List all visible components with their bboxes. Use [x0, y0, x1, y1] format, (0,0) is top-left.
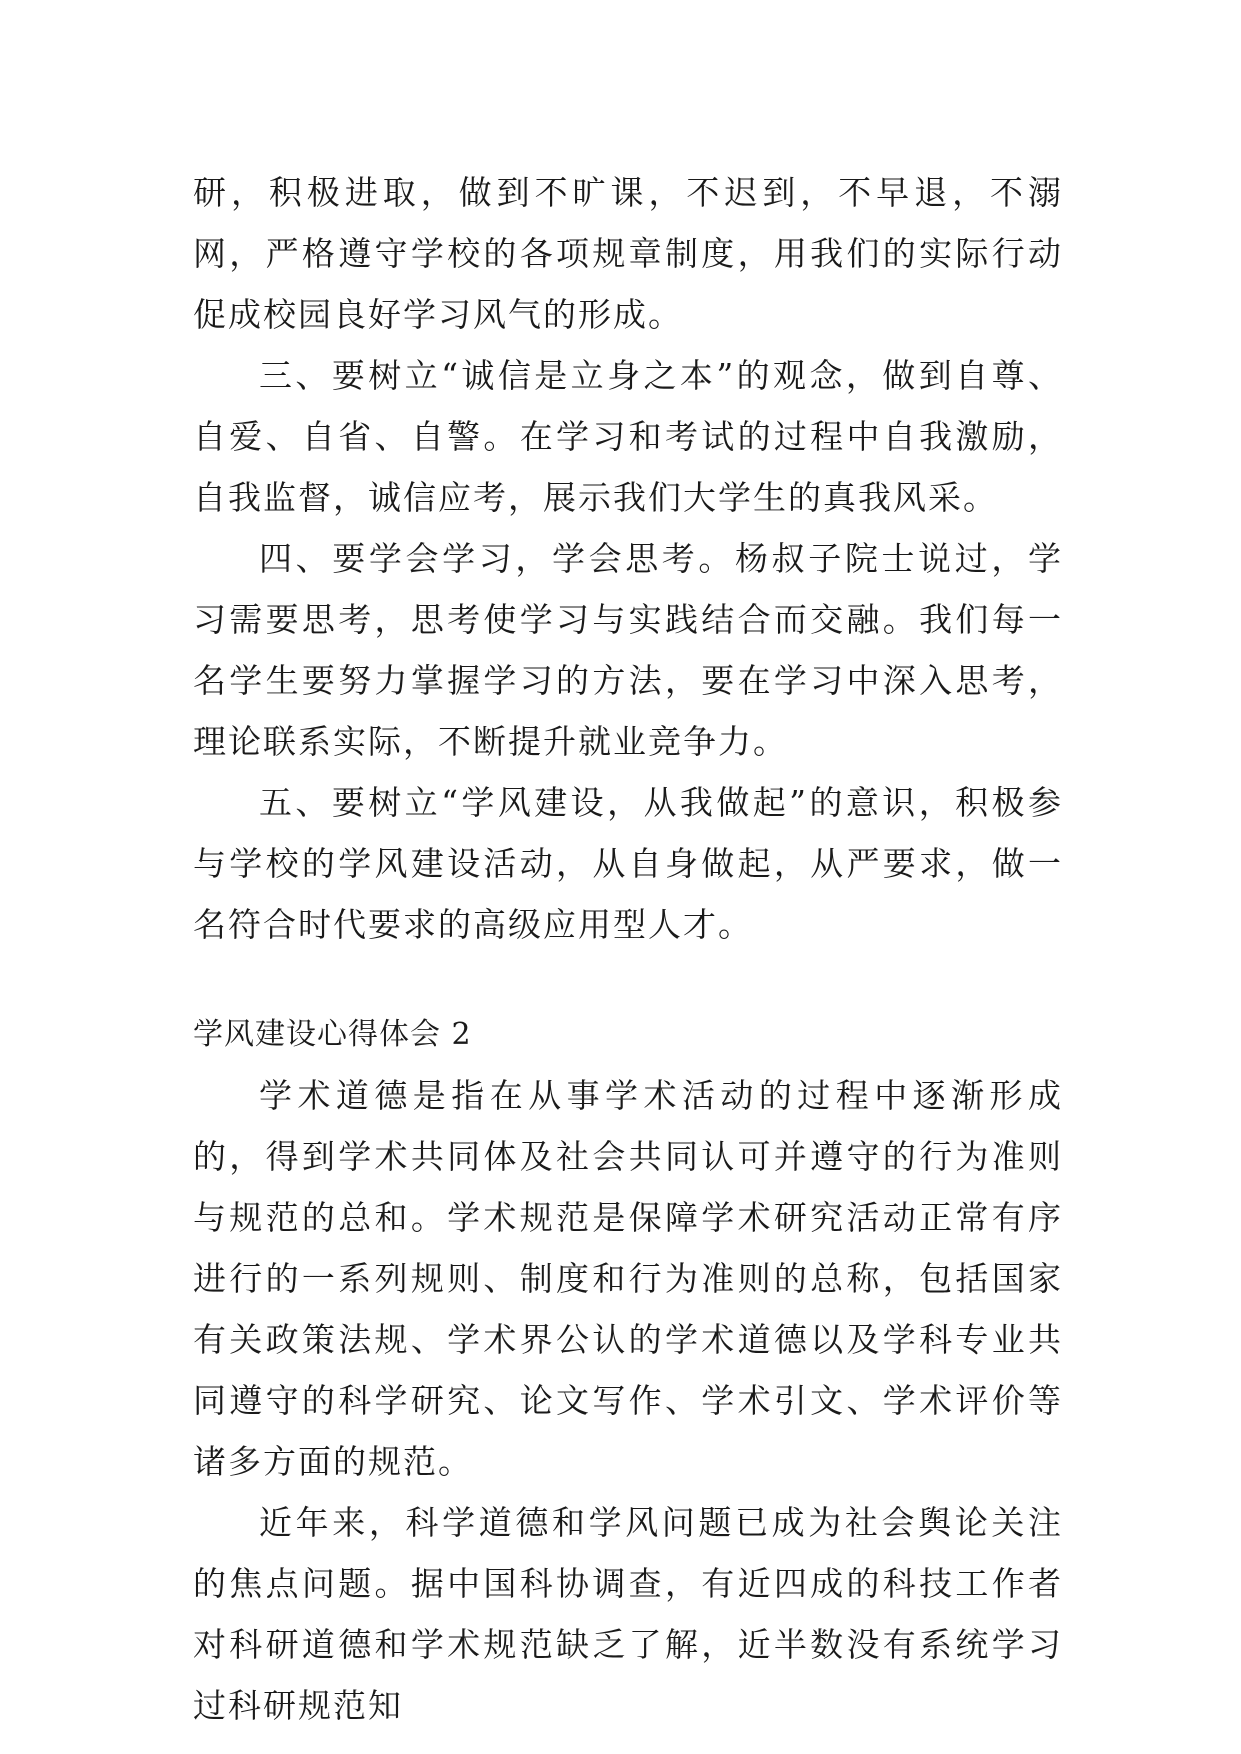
paragraph-point-three: 三、要树立“诚信是立身之本”的观念，做到自尊、自爱、自省、自警。在学习和考试的过程中自我激励，自我监督，诚信应考，展示我们大学生的真我风采。: [193, 356, 1063, 517]
paragraph-continued: 研，积极进取，做到不旷课，不迟到，不早退，不溺网，严格遵守学校的各项规章制度，用我们的实际行动促成校园良好学习风气的形成。: [193, 173, 1063, 334]
paragraph-point-four: 四、要学会学习，学会思考。杨叔子院士说过，学习需要思考，思考使学习与实践结合而交融。我们每一名学生要努力掌握学习的方法，要在学习中深入思考，理论联系实际，不断提升就业竞争力。: [193, 539, 1063, 761]
document-body: [193, 162, 1063, 1736]
section-heading: 学风建设心得体会 2: [193, 1017, 472, 1052]
paragraph-recent-years: 近年来，科学道德和学风问题已成为社会舆论关注的焦点问题。据中国科协调查，有近四成的科技工作者对科研道德和学术规范缺乏了解，近半数没有系统学习过科研规范知: [193, 1503, 1063, 1725]
section-gap: [193, 955, 1063, 1004]
paragraph-academic-ethics: 学术道德是指在从事学术活动的过程中逐渐形成的，得到学术共同体及社会共同认可并遵守的行为准则与规范的总和。学术规范是保障学术研究活动正常有序进行的一系列规则、制度和行为准则的总称，包括国家有关政策法规、学术界公认的学术道德以及学科专业共同遵守的科学研究、论文写作、学术引文、学术评价等诸多方面的规范。: [193, 1076, 1063, 1481]
paragraph-point-five: 五、要树立“学风建设，从我做起”的意识，积极参与学校的学风建设活动，从自身做起，从严要求，做一名符合时代要求的高级应用型人才。: [193, 783, 1063, 944]
